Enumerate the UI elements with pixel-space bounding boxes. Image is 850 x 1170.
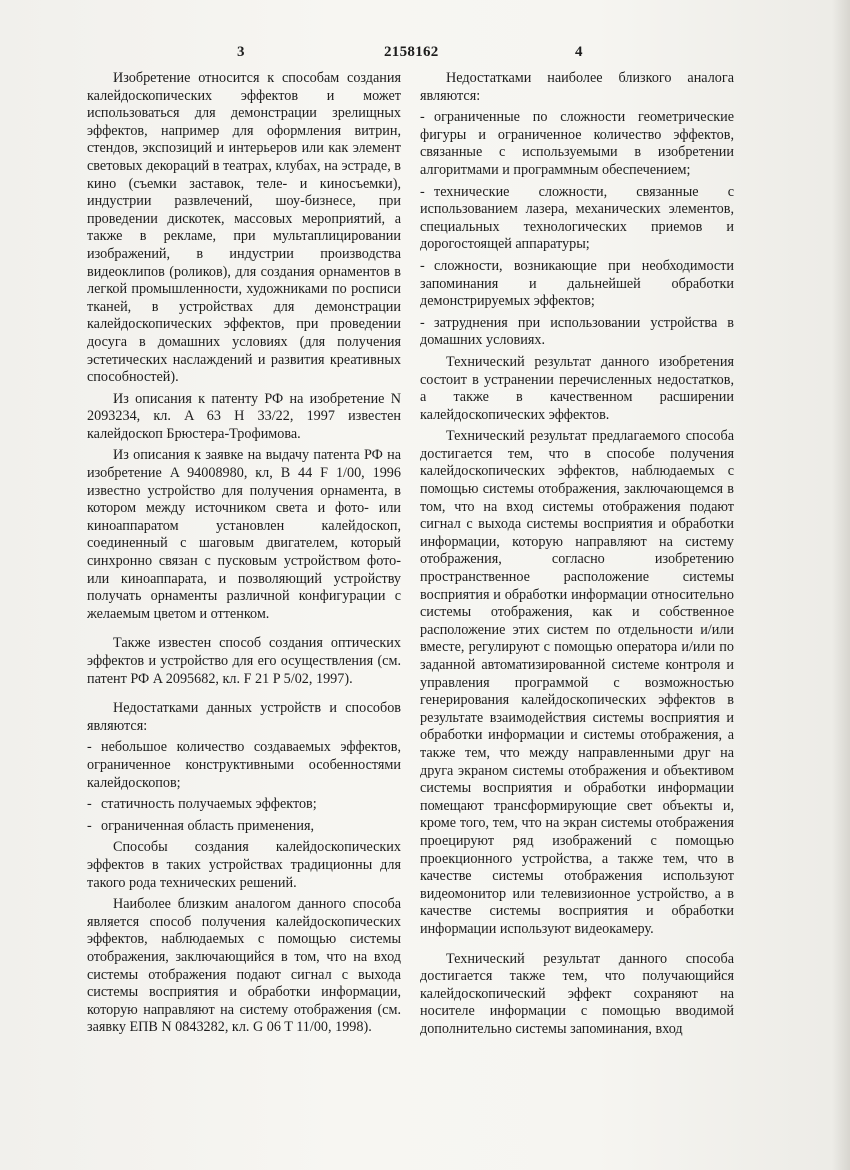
list-item-text: статичность получаемых эффектов; [101,796,317,813]
paragraph: Технический результат предлагаемого способа достигается тем, что в способе получения калейдоскопических эффектов, наблюдаемых с помощью системы отображения, заключающемся в том, что на вход системы отображения подают сигнал с выхода системы восприятия и обработки информации, которую направляют на систему отображения, согласно изобретению пространственное расположение системы восприятия и обработки информации относительно системы отображения, как и собственное расположение этих систем по отдельности и/или вместе, регулируют с помощью оператора и/или по заданной автоматизированной системе контроля и управления программой с возможностью генерирования калейдоскопических эффектов в результате взаимодействия системы восприятия и обработки информации и системы отображения, а также тем, что между направленными друг на друга экраном системы отображения и объективом системы восприятия и обработки информации помещают трансформирующие свет объекты и, кроме того, тем, что на экран системы отображения проецируют ряд изображений с помощью проекционного устройства, а также тем, что в качестве системы отображения используют видеомонитор или телевизионное устройство, а в качестве системы восприятия и обработки информации используют видеокамеру. [420,428,734,937]
list-item [420,258,734,311]
paragraph: Изобретение относится к способам создания калейдоскопических эффектов и может использоваться для демонстрации зрелищных эффектов, например для оформления витрин, стендов, экспозиций и интерьеров или как элемент световых декораций в театрах, клубах, на эстраде, в кино (съемки заставок, теле- и киносъемки), индустрии развлечений, шоу-бизнесе, при проведении дискотек, массовых мероприятий, а также в рекламе, при мультаплицировании изображений, в индустрии производства видеоклипов (роликов), для создания орнаментов в легкой промышленности, художниками по росписи тканей, в устройствах для демонстрации калейдоскопических эффектов, при проведении досуга в домашних условиях (для получения эстетических наслаждений и развития креативных способностей). [87,70,401,386]
paragraph: Технический результат данного изобретения состоит в устранении перечисленных недостатков, а также в качественном расширении калейдоскопических эффектов. [420,353,734,423]
list-item-text: технические сложности, связанные с использованием лазера, механических элементов, специальных технологических приемов и дорогостоящей аппаратуры; [420,183,734,253]
paragraph-gap [420,943,734,951]
paragraph: Также известен способ создания оптических эффектов и устройство для его осуществления (см. патент РФ A 2095682, кл. F 21 P 5/02, 1997). [87,635,401,687]
list-item-text: затруднения при использовании устройства в домашних условиях. [420,314,734,349]
paragraph: Из описания к патенту РФ на изобретение N 2093234, кл. A 63 H 33/22, 1997 известен калейдоскоп Брюстера-Трофимова. [87,390,401,442]
list-item [87,739,401,792]
paragraph-gap [87,692,401,700]
list-item-text: ограниченная область применения, [101,817,315,834]
paragraph: Из описания к заявке на выдачу патента РФ на изобретение A 94008980, кл, B 44 F 1/00, 1996 известно устройство для получения орнамента, в котором между источником света и фото- или киноаппаратом установлен калейдоскоп, соединенный с шаговым двигателем, который синхронно связан с пусковым устройством фото- или киноаппарата, и позволяющий устройству получать орнаменты различной конфигурации с желаемым цветом и оттенком. [87,447,401,622]
paragraph: Способы создания калейдоскопических эффектов в таких устройствах традиционны для такого рода технических решений. [87,839,401,891]
list-item [420,109,734,179]
list-item [420,315,734,350]
list-item [87,796,401,814]
paragraph: Недостатками наиболее близкого аналога являются: [420,70,734,104]
left-column-number: 3 [237,44,245,60]
list-item-text: сложности, возникающие при необходимости запоминания и дальнейшей обработки демонстрируемых эффектов; [420,257,734,310]
list-dash: - [87,796,92,813]
right-column-number: 4 [575,44,583,60]
paragraph: Недостатками данных устройств и способов являются: [87,700,401,734]
page-edge-shadow [832,0,850,1170]
page-header [0,44,850,66]
list-dash: - [420,314,425,331]
list-item [420,184,734,254]
paragraph: Технический результат данного способа достигается также тем, что получающийся калейдоскопический эффект сохраняют на носителе информации с помощью вводимой дополнительно системы запоминания, вход [420,950,734,1037]
paragraph-gap [87,627,401,635]
list-item-text: небольшое количество создаваемых эффектов, ограниченное конструктивными особенностями калейдоскопов; [87,739,401,791]
list-dash: - [87,817,92,834]
list-dash: - [420,109,425,126]
left-text-column [87,70,401,1041]
paragraph: Наиболее близким аналогом данного способа является способ получения калейдоскопических эффектов, наблюдаемых с помощью системы отображения, заключающийся в том, что на вход системы отображения подают сигнал с выхода системы восприятия и обработки информации, которую направляют на систему отображения (см. заявку ЕПВ N 0843282, кл. G 06 T 11/00, 1998). [87,896,401,1036]
list-item [87,818,401,836]
list-dash: - [420,183,425,200]
list-item-text: ограниченные по сложности геометрические фигуры и ограниченное количество эффектов, связанные с используемыми в изобретении алгоритмами и программным обеспечением; [420,109,734,178]
list-dash: - [87,739,92,756]
patent-number: 2158162 [384,44,439,60]
right-text-column [420,70,734,1042]
list-dash: - [420,257,425,274]
